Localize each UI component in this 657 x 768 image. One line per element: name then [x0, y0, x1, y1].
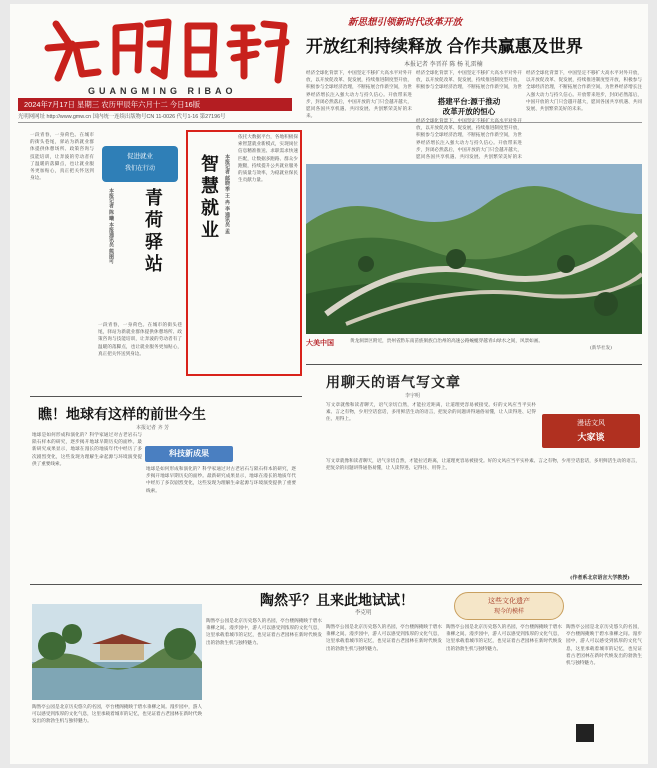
- badge-line-1: 促进就业: [127, 153, 153, 160]
- lead-subhead-1: 搭建平台:源于推动: [437, 97, 501, 106]
- culture-body-col-1: 陶然亭公园是北京历史悠久的名园，亭台楼阁掩映于碧水垂柳之间。漫步园中，游人可以感受到浓厚的文化气息，这里承载着城市的记忆，也见证着古老园林在新时代焕发出的勃勃生机与独特魅力。: [206, 619, 322, 646]
- culture-headline[interactable]: 陶然乎？且来此地试试！: [260, 592, 414, 608]
- culture-byline: 李克明: [355, 610, 372, 616]
- culture-badge: [454, 592, 564, 620]
- science-byline: 本报记者 齐 芳: [136, 425, 170, 431]
- lead-body-col-1: 经济全球化背景下，中国坚定不移扩大高水平对外开放，以开放促改革、促发展，持续推进制度型开放，积极参与全球经济治理，不断拓展合作新空间，为世界经济增长注入强大动力与持久信心。开放带来进步，封闭必然落后，中国开放的大门只会越开越大，愿同各国共享机遇、共同发展、共创繁荣美好的未来。: [306, 71, 412, 120]
- qinghe-title[interactable]: 青荷驿站: [143, 188, 163, 276]
- culture-body-col-3: 陶然亭公园是北京历史悠久的名园，亭台楼阁掩映于碧水垂柳之间。漫步园中，游人可以感受到浓厚的文化气息，这里承载着城市的记忆，也见证着古老园林在新时代焕发出的勃勃生机与独特魅力。: [446, 625, 562, 652]
- section-divider-bottom: [30, 584, 642, 585]
- smart-employment-body: 依托大数据平台，各地积极探索智慧就业新模式，实现岗位信息精准推送、求职需求快速匹配，让数据多跑路、群众少跑腿，持续提升公共就业服务的质量与效率，为稳就业保民生贡献力量。: [238, 135, 298, 184]
- lead-kicker: 新思想引领新时代改革开放: [348, 17, 463, 28]
- qinghe-body: 一段青春，一身荷色。在城市的街头巷尾，驿站为新就业群体提供休憩场所、政策咨询与技能培训，让奔波的劳动者有了温暖的落脚点，也让就业服务更加贴心，真正把关怀送到身边。: [98, 323, 182, 357]
- qr-code-icon[interactable]: [576, 724, 594, 742]
- lead-body-col-4: 经济全球化背景下，中国坚定不移扩大高水平对外开放，以开放促改革、促发展，持续推进制度型开放，积极参与全球经济治理，不断拓展合作新空间，为世界经济增长注入强大动力与持久信心。开放带来进步，封闭必然落后，中国开放的大门只会越开越大，愿同各国共享机遇、共同发展、共创繁荣美好的未来。: [526, 71, 642, 113]
- section-divider-left: [30, 396, 302, 397]
- smart-employment-byline: 本报记者 邮晓 季 王 冉 李 通讯员 孟: [224, 154, 230, 234]
- culture-badge-line-1: 这些文化遗产: [488, 598, 530, 605]
- section-divider-right: [306, 364, 642, 365]
- masthead-pinyin: GUANGMING RIBAO: [88, 86, 237, 96]
- photo-credit: (新华社发): [590, 346, 612, 351]
- taoranting-garden-photo: [32, 604, 202, 700]
- qinghe-byline: 本报记者 陈 曦 本报通讯员 熊丽可: [108, 188, 114, 264]
- language-body-col-1: 写文章就像和读者聊天，语气亲切自然，才能拉近距离，让道理更容易被接受。好的文风应当平实朴素、言之有物，少用空话套话，多用鲜活生动的语言，把复杂的问题讲得通俗易懂，让人读得进、记得住、用得上。: [326, 403, 536, 423]
- left-intro-body: 一段青春，一身荷色。在城市的街头巷尾，驿站为新就业群体提供休憩场所、政策咨询与技能培训，让奔波的劳动者有了温暖的落脚点，也让就业服务更加贴心，真正把关怀送到身边。: [30, 133, 94, 182]
- employment-feature-badge: [102, 146, 178, 182]
- dazhong-china-logo: 大美中国: [306, 340, 334, 347]
- language-headline[interactable]: 用聊天的语气写文章: [326, 374, 461, 390]
- language-body-col-2: 写文章就像和读者聊天，语气亲切自然，才能拉近距离，让道理更容易被接受。好的文风应当平实朴素、言之有物，少用空话套话，多用鲜活生动的语言，把复杂的问题讲得通俗易懂，让人读得进、记得住、用得上。: [326, 459, 640, 472]
- culture-body-col-4: 陶然亭公园是北京历史悠久的名园，亭台楼阁掩映于碧水垂柳之间。漫步园中，游人可以感受到浓厚的文化气息，这里承载着城市的记忆，也见证着古老园林在新时代焕发出的勃勃生机与独特魅力。: [566, 625, 642, 667]
- smart-employment-title[interactable]: 智慧就业: [199, 154, 219, 242]
- masthead-logo: [38, 14, 296, 86]
- lead-body-col-3: 经济全球化背景下，中国坚定不移扩大高水平对外开放，以开放促改革、促发展，持续推进制度型开放，积极参与全球经济治理，不断拓展合作新空间，为世界经济增长注入强大动力与持久信心。开放带来进步，封闭必然落后，中国开放的大门只会越开越大，愿同各国共享机遇、共同发展、共创繁荣美好的未: [416, 119, 522, 160]
- lead-byline: 本报记者 李晋祥 陈 杨 礼雷楠: [404, 62, 483, 68]
- culture-body-col-2: 陶然亭公园是北京历史悠久的名园，亭台楼阁掩映于碧水垂柳之间。漫步园中，游人可以感受到浓厚的文化气息，这里承载着城市的记忆，也见证着古老园林在新时代焕发出的勃勃生机与独特魅力。: [326, 625, 442, 652]
- date-bar: 2024年7月17日 星期三 农历甲辰年六月十二 今日16版: [18, 98, 292, 111]
- culture-garden-caption: 陶然亭公园是北京历史悠久的名园，亭台楼阁掩映于碧水垂柳之间。漫步园中，游人可以感受到浓厚的文化气息，这里承载着城市的记忆，也见证着古老园林在新时代焕发出的勃勃生机与独特魅力。: [32, 705, 202, 725]
- badge-line-2: 我们在行动: [124, 166, 155, 172]
- language-author-note: (作者系北京语言大学教授): [570, 575, 630, 581]
- lead-body-col-2: 经济全球化背景下，中国坚定不移扩大高水平对外开放，以开放促改革、促发展，持续推进制度型开放，积极参与全球经济治理，不断拓展合作新空间，为世: [416, 71, 522, 91]
- publication-info: 光明网网址 http://www.gmw.cn 国内统一连续出版物号CN 11-0026 代号1-16 第27196号: [18, 112, 642, 123]
- language-badge: [542, 414, 640, 448]
- science-body-col-2: 地球是如何形成和演化的？科学家通过对古老岩石与陨石样本的研究，逐步揭开地球早期历史的面纱。最新研究成果显示，地球在漫长的地质年代中经历了多次剧烈变化，这些发现为理解生命起源与环境演变提供了重要线索。: [146, 467, 296, 494]
- lead-subhead-2: 改革开放的恒心: [442, 107, 496, 116]
- lead-headline[interactable]: 开放红利持续释放 合作共赢惠及世界: [306, 37, 583, 56]
- language-badge-line-1: 漫话文风: [577, 420, 605, 427]
- science-badge: 科技新成果: [145, 446, 233, 462]
- science-body-col-1: 地球是如何形成和演化的？科学家通过对古老岩石与陨石样本的研究，逐步揭开地球早期历史的面纱。最新研究成果显示，地球在漫长的地质年代中经历了多次剧烈变化，这些发现为理解生命起源与环境演变提供了重要线索。: [32, 433, 142, 467]
- culture-badge-line-2: 现今的模样: [493, 609, 524, 615]
- language-byline: 李宇明: [405, 393, 421, 399]
- photo-caption: 黄龙洞景区附近，贵州省黔东南苗族侗族自治州的高速公路蜿蜒穿越青山绿水之间，风景如画。: [350, 339, 543, 344]
- language-badge-line-2: 大家谈: [577, 432, 605, 442]
- newspaper-page: [10, 4, 648, 764]
- science-headline[interactable]: 瞧！地球有这样的前世今生: [38, 406, 206, 422]
- highway-landscape-photo: [306, 164, 642, 334]
